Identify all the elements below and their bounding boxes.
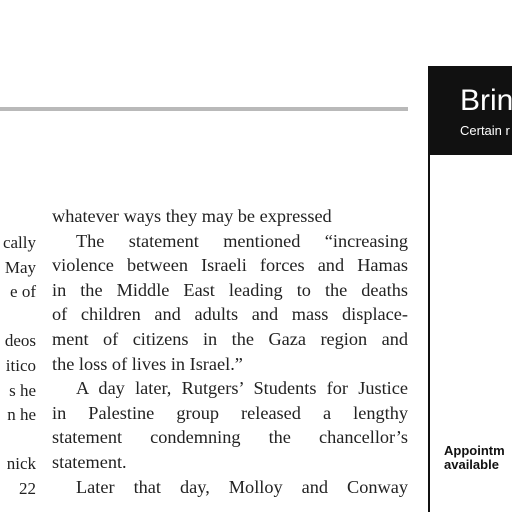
article-line: in the Middle East leading to the deaths [52, 279, 408, 300]
article-body-column [52, 204, 408, 499]
left-column-line: n he [7, 405, 36, 425]
left-column-line: deos [4, 331, 36, 351]
article-line: ment of citizens in the Gaza region and [52, 328, 408, 349]
article-line: whatever ways they may be expressed [52, 206, 332, 226]
article-line: violence between Israeli forces and Hamas [52, 255, 408, 276]
article-line: A day later, Rutgers’ Students for Justice [76, 378, 408, 399]
ad-footer-text [444, 444, 505, 472]
left-column-line [0, 305, 36, 330]
ad-footer-line: available [444, 457, 499, 472]
left-column-line: s he [9, 380, 36, 400]
article-line: The statement mentioned “increasing [76, 230, 408, 251]
article-line: of children and adults and mass displace- [52, 304, 408, 325]
article-line: statement condemning the chancellor’s [52, 427, 408, 448]
article-line: Later that day, Molloy and Conway [76, 476, 408, 497]
section-divider-rule [0, 107, 408, 111]
left-column-line: nick [6, 454, 36, 474]
ad-header-band [430, 68, 530, 155]
advertisement-box[interactable] [428, 66, 530, 512]
ad-subtitle: Certain r [460, 123, 510, 138]
left-column-text [0, 231, 36, 502]
left-column-line: itico [5, 355, 36, 375]
article-line: in Palestine group released a lengthy [52, 402, 408, 423]
left-column-line: e of [10, 282, 36, 302]
left-column-line: May [4, 257, 36, 277]
ad-title: Bring [460, 84, 530, 117]
left-column-line [0, 428, 36, 453]
article-line: the loss of lives in Israel.” [52, 353, 243, 374]
ad-footer-line: Appointm [444, 443, 505, 458]
article-line: statement. [52, 451, 127, 472]
left-column-line: cally [2, 233, 36, 252]
left-column-line: 22 [19, 478, 36, 498]
